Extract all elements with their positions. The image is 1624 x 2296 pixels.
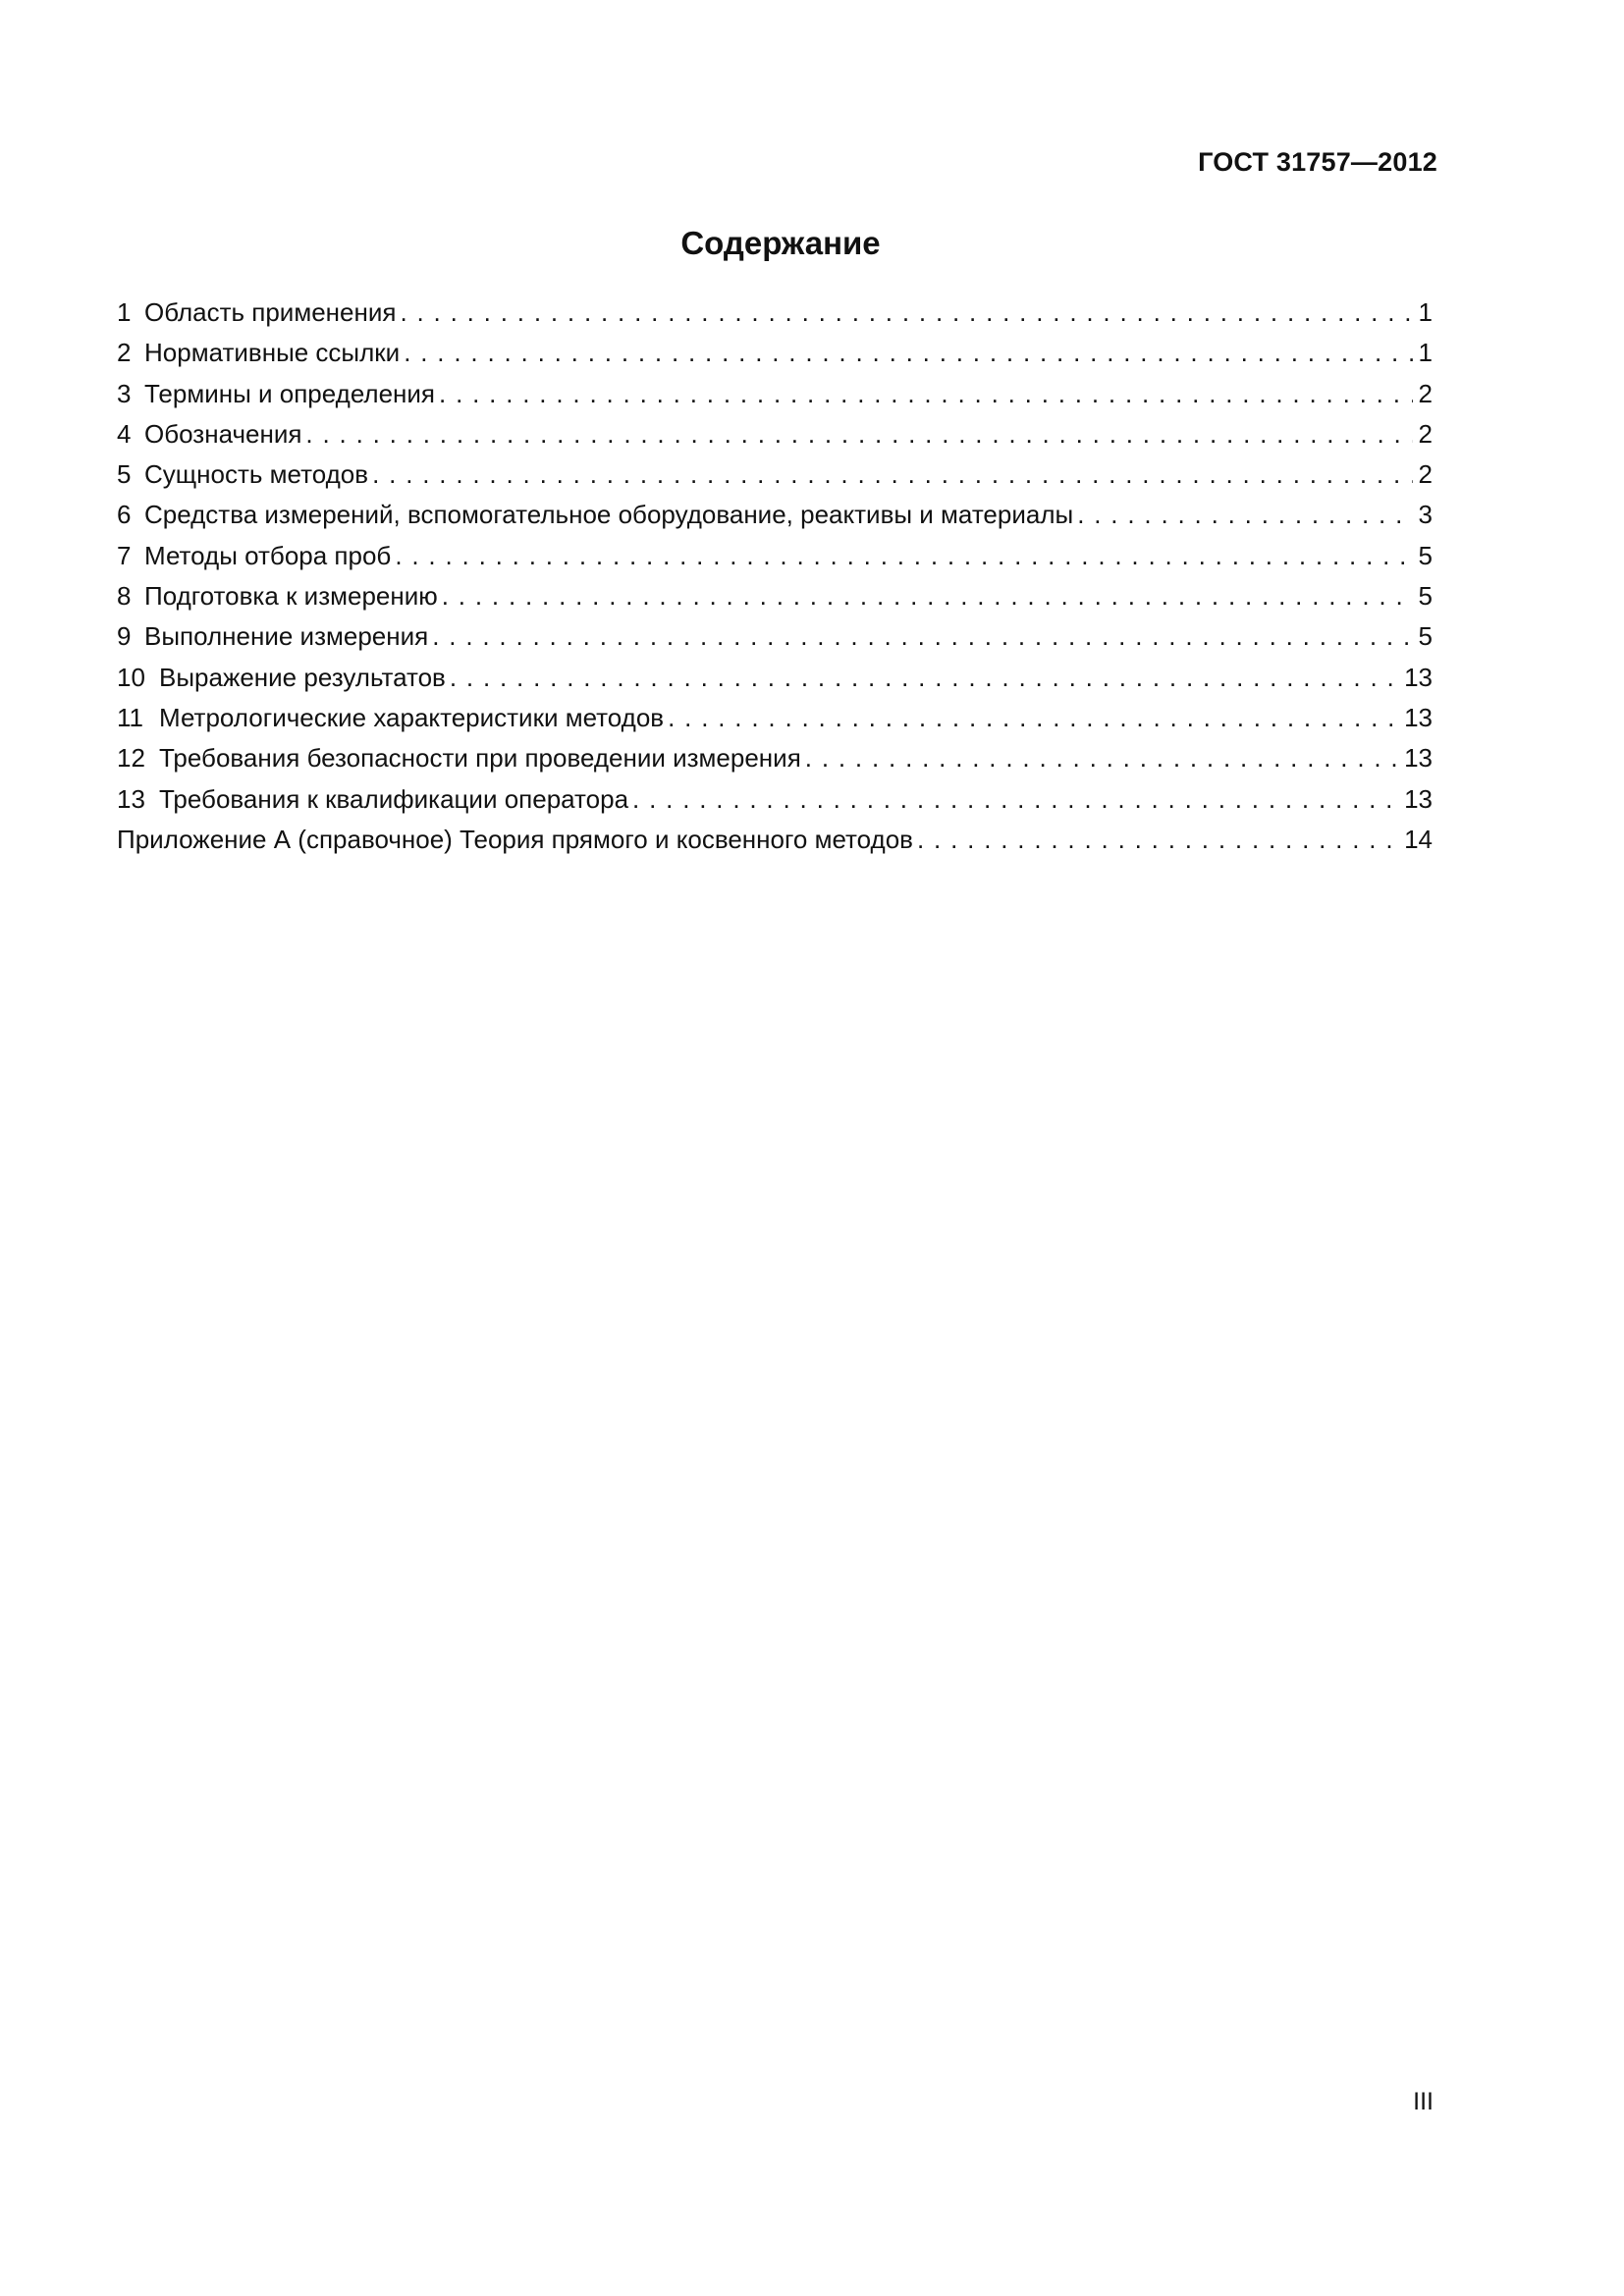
toc-entry-title: Нормативные ссылки (144, 338, 401, 368)
toc-entry[interactable] (117, 458, 1433, 499)
dot-leader (432, 620, 1412, 652)
dot-leader (400, 296, 1412, 328)
toc-entry-page: 14 (1404, 824, 1433, 854)
toc-entry-title: Требования безопасности при проведении измерения (159, 743, 801, 774)
toc-entry-number: 3 (117, 378, 132, 408)
toc-entry[interactable] (117, 702, 1433, 742)
toc-entry[interactable] (117, 742, 1433, 782)
dot-leader (632, 783, 1398, 815)
toc-entry-title: Обозначения (144, 418, 302, 449)
toc-entry-appendix[interactable] (117, 824, 1433, 864)
dot-leader (668, 702, 1398, 733)
toc-entry-title: Сущность методов (144, 459, 369, 490)
toc-entry-page: 1 (1418, 297, 1433, 327)
toc-entry-page: 2 (1418, 459, 1433, 490)
toc-list (117, 296, 1433, 864)
toc-entry-title: Требования к квалификации оператора (159, 783, 629, 814)
dot-leader (450, 662, 1398, 693)
toc-entry-title: Методы отбора проб (144, 540, 392, 570)
document-id: ГОСТ 31757—2012 (1198, 147, 1437, 177)
toc-entry[interactable] (117, 499, 1433, 539)
dot-leader (917, 824, 1398, 855)
toc-entry[interactable] (117, 620, 1433, 661)
toc-entry-number: 12 (117, 743, 145, 774)
toc-entry[interactable] (117, 337, 1433, 377)
toc-entry-page: 5 (1418, 581, 1433, 612)
toc-entry-page: 5 (1418, 621, 1433, 652)
toc-title: Содержание (680, 225, 881, 261)
toc-entry-number: 1 (117, 297, 132, 327)
toc-entry-page: 13 (1404, 743, 1433, 774)
toc-entry-number: 9 (117, 621, 132, 652)
toc-entry-page: 5 (1418, 540, 1433, 570)
dot-leader (439, 378, 1413, 409)
toc-entry-number: 13 (117, 783, 145, 814)
toc-entry-page: 1 (1418, 338, 1433, 368)
toc-entry-title: Выполнение измерения (144, 621, 429, 652)
toc-entry-number: 2 (117, 338, 132, 368)
dot-leader (372, 458, 1412, 490)
toc-entry-page: 2 (1418, 418, 1433, 449)
toc-entry[interactable] (117, 783, 1433, 824)
toc-entry-number: 4 (117, 418, 132, 449)
toc-entry-number: 6 (117, 500, 132, 530)
toc-entry-number: 5 (117, 459, 132, 490)
toc-entry[interactable] (117, 418, 1433, 458)
toc-entry-title: Средства измерений, вспомогательное оборудование, реактивы и материалы (144, 500, 1074, 530)
toc-entry[interactable] (117, 540, 1433, 580)
toc-entry-title: Область применения (144, 297, 397, 327)
toc-entry-number: 10 (117, 662, 145, 692)
dot-leader (805, 742, 1398, 774)
toc-entry[interactable] (117, 662, 1433, 702)
toc-entry-title: Приложение А (справочное) Теория прямого и косвенного методов (117, 824, 913, 854)
toc-entry[interactable] (117, 580, 1433, 620)
dot-leader (1077, 499, 1412, 530)
page-number: III (1413, 2088, 1434, 2115)
toc-entry-title: Термины и определения (144, 378, 436, 408)
dot-leader (404, 337, 1412, 368)
toc-entry-page: 13 (1404, 783, 1433, 814)
dot-leader (442, 580, 1413, 612)
toc-entry-title: Метрологические характеристики методов (159, 702, 665, 732)
toc-entry-page: 2 (1418, 378, 1433, 408)
toc-entry-title: Подготовка к измерению (144, 581, 438, 612)
toc-entry-number: 7 (117, 540, 132, 570)
toc-entry-page: 3 (1418, 500, 1433, 530)
toc-entry[interactable] (117, 296, 1433, 337)
toc-entry-title: Выражение результатов (159, 662, 446, 692)
toc-entry[interactable] (117, 378, 1433, 418)
dot-leader (395, 540, 1412, 571)
toc-entry-number: 11 (117, 702, 143, 732)
toc-entry-number: 8 (117, 581, 132, 612)
toc-entry-page: 13 (1404, 702, 1433, 732)
toc-entry-page: 13 (1404, 662, 1433, 692)
dot-leader (305, 418, 1412, 450)
